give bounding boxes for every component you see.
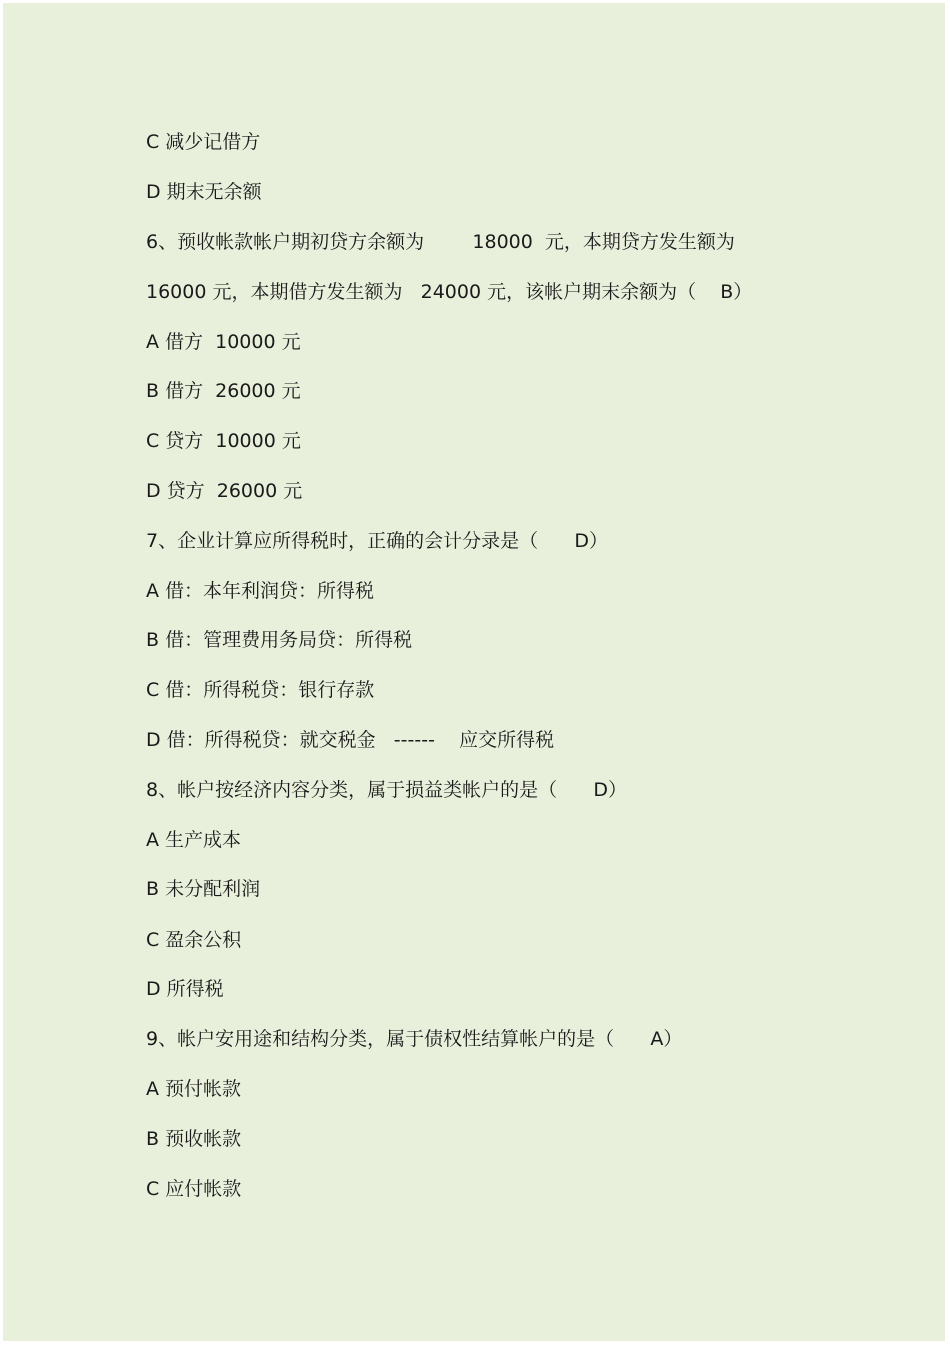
- option-line: A 借：本年利润贷：所得税: [146, 580, 375, 602]
- option-line: B 借方 26000 元: [146, 380, 301, 402]
- question-line: 6、预收帐款帐户期初贷方余额为 18000 元，本期贷方发生额为: [146, 231, 735, 253]
- option-line: B 预收帐款: [146, 1128, 242, 1150]
- question-line: 8、帐户按经济内容分类，属于损益类帐户的是（ D）: [146, 779, 627, 801]
- option-line: A 借方 10000 元: [146, 331, 301, 353]
- option-line: D 借：所得税贷：就交税金 ------ 应交所得税: [146, 729, 555, 751]
- option-line: B 借：管理费用务局贷：所得税: [146, 629, 413, 651]
- question-line: 7、企业计算应所得税时，正确的会计分录是（ D）: [146, 530, 608, 552]
- option-line: D 所得税: [146, 978, 224, 1000]
- option-line: D 贷方 26000 元: [146, 480, 303, 502]
- option-line: C 减少记借方: [146, 131, 261, 153]
- option-line: C 借：所得税贷：银行存款: [146, 679, 375, 701]
- option-line: B 未分配利润: [146, 878, 261, 900]
- option-line: C 贷方 10000 元: [146, 430, 301, 452]
- option-line: C 应付帐款: [146, 1178, 242, 1200]
- option-line: A 生产成本: [146, 829, 242, 851]
- option-line: C 盈余公积: [146, 929, 242, 951]
- option-line: D 期末无余额: [146, 181, 262, 203]
- option-line: A 预付帐款: [146, 1078, 242, 1100]
- question-line: 16000 元，本期借方发生额为 24000 元，该帐户期末余额为（ B）: [146, 281, 753, 303]
- document-page: [3, 3, 945, 1341]
- question-line: 9、帐户安用途和结构分类，属于债权性结算帐户的是（ A）: [146, 1028, 683, 1050]
